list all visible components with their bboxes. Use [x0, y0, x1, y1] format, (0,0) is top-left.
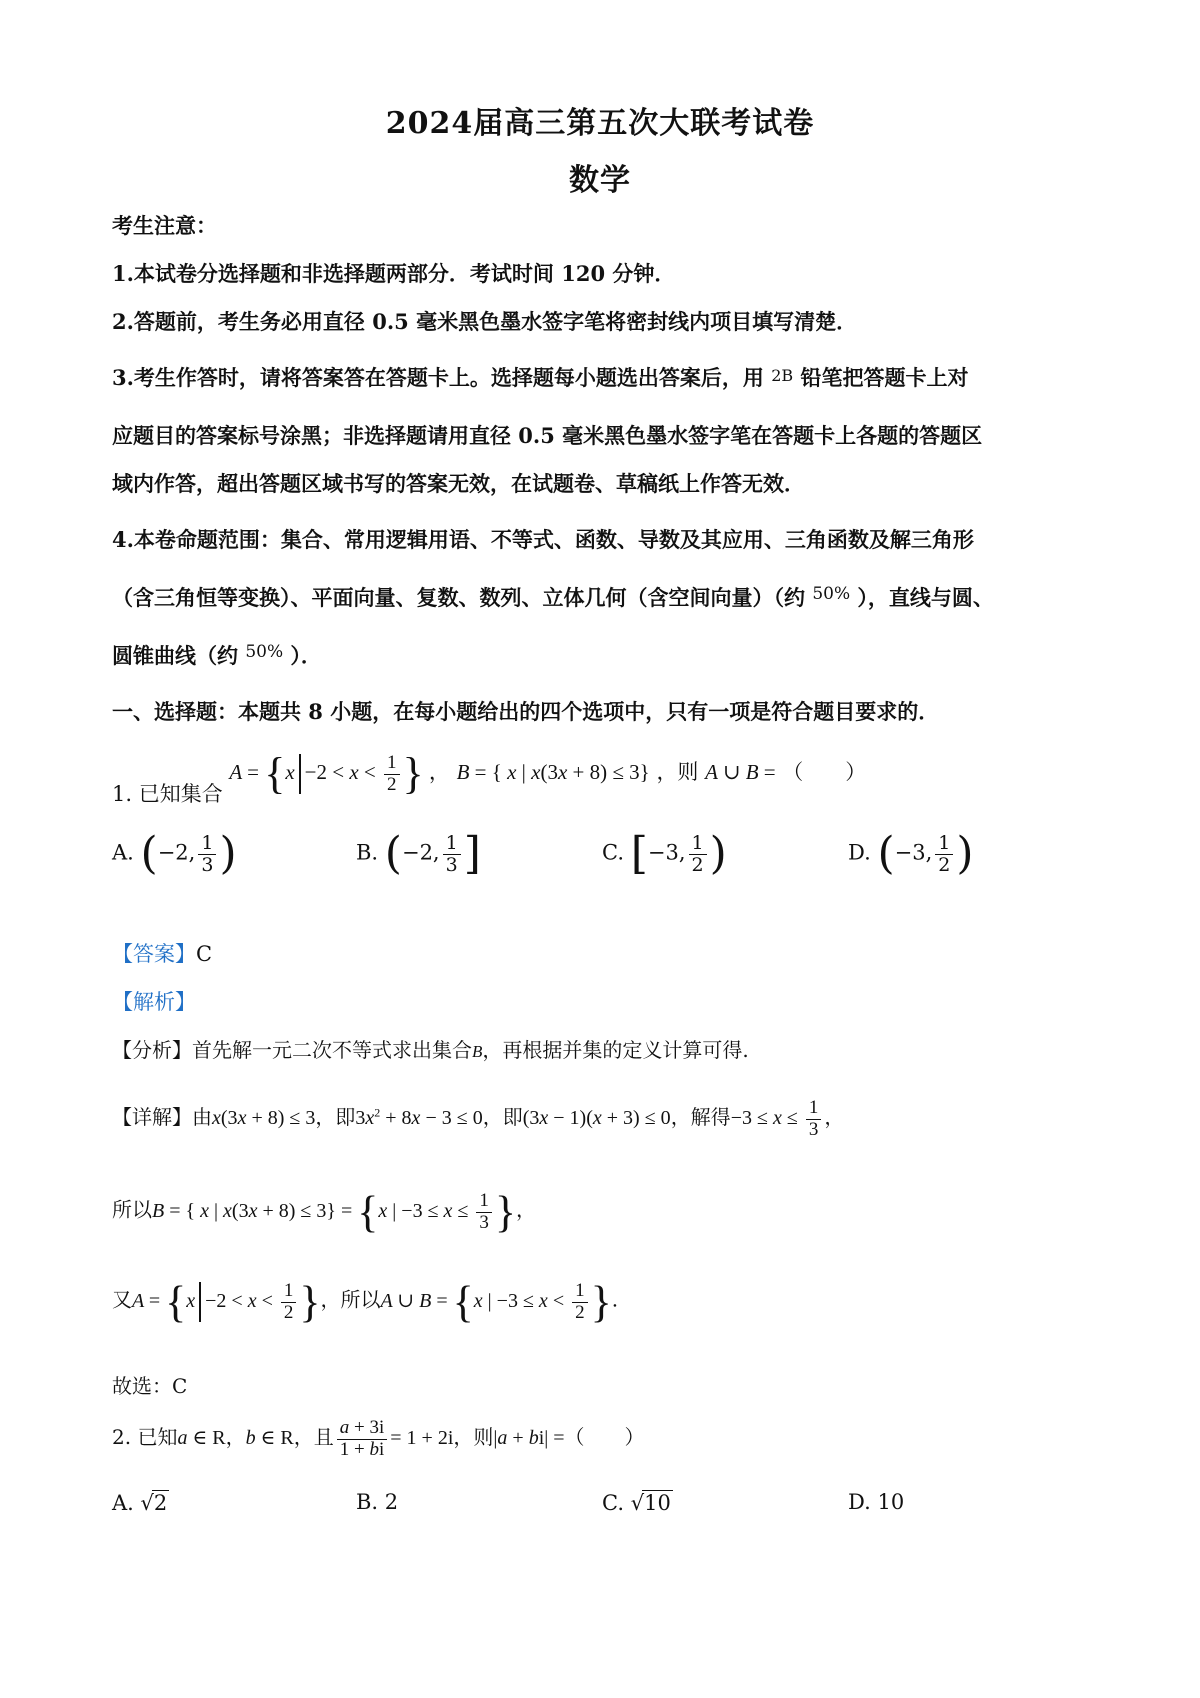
- option-label: B.: [356, 1490, 379, 1514]
- set-b-expr: B = { x | x(3x + 8) ≤ 3} = {x | −3 ≤ x ≤ $\frac{1}{3}$ }: [152, 1187, 517, 1236]
- notice-item-4-text-a: （含三角恒等变换）、平面向量、复数、数列、立体几何（含空间向量）（约: [112, 585, 805, 610]
- q1-union: A ∪ B =: [705, 759, 776, 784]
- notice-item-4-line-1: 4.本卷命题范围：集合、常用逻辑用语、不等式、函数、导数及其应用、三角函数及解三角形: [112, 527, 974, 552]
- bracket-left: [: [630, 828, 648, 879]
- you-text: 又: [112, 1287, 132, 1312]
- option-value: 2: [153, 1491, 168, 1515]
- option-value: 2: [384, 1490, 399, 1514]
- frac-den: 2: [938, 853, 951, 876]
- q1-comma: ，: [428, 759, 450, 784]
- option-value: −2,: [401, 840, 440, 865]
- frac-num: 1: [198, 833, 216, 855]
- bracket-left: (: [877, 828, 895, 879]
- q1-set-b: B = { x | x(3x + 8) ≤ 3}: [456, 759, 650, 784]
- bracket-right: ): [956, 828, 974, 879]
- xj-result: −3 ≤ x ≤ $\frac{1}{3}$: [731, 1107, 825, 1129]
- bracket-right: ]: [463, 828, 481, 879]
- q1-answer: [112, 938, 212, 968]
- option-value: 10: [644, 1491, 671, 1515]
- bracket-left: (: [384, 828, 402, 879]
- q1-fenxi: [112, 1034, 749, 1063]
- notice-item-4-text-d: ）．: [290, 643, 322, 668]
- notice-item-4-text-b: ），直线与圆、: [857, 585, 994, 610]
- bracket-right: ): [219, 828, 237, 879]
- notice-item-3-text-a: 3.考生作答时，请将答案答在答题卡上。选择题每小题选出答案后，用: [112, 365, 764, 390]
- option-value: −2,: [157, 840, 196, 865]
- suoyi-text: 所以: [112, 1197, 152, 1222]
- q1-then: ，则: [656, 759, 699, 784]
- notice-item-4-line-2: [112, 582, 994, 612]
- frac-den: 3: [445, 853, 458, 876]
- notice-item-2: 2.答题前，考生务必用直径 0.5 毫米黑色墨水签字笔将密封线内项目填写清楚．: [112, 309, 858, 334]
- answer-tag: 【答案】: [112, 942, 196, 966]
- frac-den: 2: [691, 853, 704, 876]
- q2-text-c: ，且: [293, 1424, 334, 1449]
- option-label: C.: [602, 1491, 624, 1515]
- sqrt-icon: √: [630, 1491, 645, 1515]
- q1-option-b[interactable]: [356, 828, 481, 879]
- q2-paren: （ ）: [564, 1424, 645, 1449]
- b-in-r: b ∈ R: [245, 1426, 294, 1449]
- q1-stem: [112, 749, 867, 808]
- xj-ji-2: ，即: [482, 1104, 523, 1129]
- percent-50-b: 50%: [245, 642, 284, 662]
- frac-num: 1: [443, 833, 461, 855]
- q1-option-c[interactable]: [602, 828, 727, 879]
- frac-num: 1: [935, 833, 953, 855]
- option-value: −3,: [647, 840, 686, 865]
- subject-title: 数学: [569, 163, 631, 198]
- notice-item-4-line-3: [112, 640, 322, 670]
- period: .: [611, 1287, 619, 1312]
- xj-ineq-1: x(3x + 8) ≤ 3: [212, 1106, 316, 1129]
- option-label: D.: [848, 1490, 871, 1514]
- q2-option-b[interactable]: [356, 1490, 398, 1514]
- notice-heading: 考生注意：: [112, 213, 217, 238]
- bracket-left: (: [140, 828, 158, 879]
- q1-paren: （ ）: [782, 759, 867, 784]
- xj-ineq-3: (3x − 1)(x + 3) ≤ 0: [522, 1106, 671, 1129]
- q2-text-a: 2. 已知: [112, 1424, 178, 1449]
- q2-stem: [112, 1418, 645, 1461]
- q2-option-a[interactable]: [112, 1490, 169, 1515]
- set-b-symbol: B: [472, 1042, 483, 1061]
- q2-equation: $\frac{a + 3i}{1 + bi}$ = 1 + 2i: [334, 1427, 454, 1449]
- option-label: A.: [112, 1491, 134, 1515]
- a-in-r: a ∈ R: [177, 1426, 226, 1449]
- exam-title: 2024届高三第五次大联考试卷: [385, 106, 815, 141]
- fenxi-text-a: 首先解一元二次不等式求出集合: [192, 1038, 472, 1062]
- notice-item-3-2b: 2B: [771, 366, 794, 385]
- q1-suoyi: [112, 1187, 537, 1236]
- q2-option-c[interactable]: [602, 1490, 673, 1515]
- q1-you: [112, 1277, 619, 1326]
- frac-num: 1: [689, 833, 707, 855]
- xj-jiede: ，解得: [670, 1104, 731, 1129]
- notice-item-3-line-2: 应题目的答案标号涂黑；非选择题请用直径 0.5 毫米黑色墨水签字笔在答题卡上各题的答题区: [112, 423, 983, 448]
- q1-xiangjie: [112, 1098, 844, 1141]
- q2-text-d: ，则: [453, 1424, 494, 1449]
- notice-item-4-text-c: 圆锥曲线（约: [112, 643, 238, 668]
- q1-option-d[interactable]: [848, 828, 974, 879]
- option-value: 10: [877, 1490, 905, 1514]
- notice-item-3-line-3: 域内作答，超出答题区域书写的答案无效，在试题卷、草稿纸上作答无效．: [112, 471, 805, 496]
- q1-guxuan: 故选：C: [112, 1374, 188, 1398]
- notice-item-1: 1.本试卷分选择题和非选择题两部分．考试时间 120 分钟．: [112, 261, 676, 286]
- q2-option-d[interactable]: [848, 1490, 904, 1514]
- xj-ji: ，即: [315, 1104, 356, 1129]
- union-expr: A ∪ B = {x | −3 ≤ x < $\frac{1}{2}$ }: [380, 1277, 612, 1326]
- percent-50-a: 50%: [812, 584, 851, 604]
- xj-end: ，: [824, 1104, 845, 1129]
- option-label: A.: [112, 840, 134, 865]
- suoyi-end: ，: [516, 1197, 537, 1222]
- q2-modulus: |a + bi| =: [493, 1426, 565, 1449]
- q1-analysis-tag: 【解析】: [112, 990, 196, 1014]
- sqrt-icon: √: [140, 1491, 154, 1515]
- xiangjie-tag: 【详解】: [112, 1104, 192, 1129]
- frac-den: 3: [201, 853, 214, 876]
- option-label: B.: [356, 840, 379, 865]
- notice-item-3-text-c: 铅笔把答题卡上对: [800, 365, 969, 390]
- xj-you: 由: [192, 1104, 212, 1129]
- q1-set-a: A = {x −2 < x < $\frac{1}{2}$ }: [229, 749, 424, 798]
- q1-prefix: 1. 已知集合: [112, 781, 223, 806]
- bracket-right: ): [709, 828, 727, 879]
- section-1-heading: 一、选择题：本题共 8 小题，在每小题给出的四个选项中，只有一项是符合题目要求的．: [112, 699, 940, 724]
- fenxi-text-b: ，再根据并集的定义计算可得.: [482, 1038, 749, 1062]
- q2-text-b: ，: [225, 1424, 246, 1449]
- fenxi-tag: 【分析】: [112, 1038, 192, 1062]
- notice-item-3-line-1: [112, 362, 968, 392]
- q1-option-a[interactable]: [112, 828, 237, 879]
- option-label: C.: [602, 840, 624, 865]
- option-label: D.: [848, 840, 871, 865]
- answer-value: C: [196, 942, 213, 966]
- set-a-expr: A = {x −2 < x < $\frac{1}{2}$ }: [132, 1277, 321, 1326]
- suoyi2-text: ，所以: [320, 1287, 381, 1312]
- xj-ineq-2: $3x^2 + 8x - 3 \le 0$: [355, 1105, 483, 1129]
- option-value: −3,: [894, 840, 933, 865]
